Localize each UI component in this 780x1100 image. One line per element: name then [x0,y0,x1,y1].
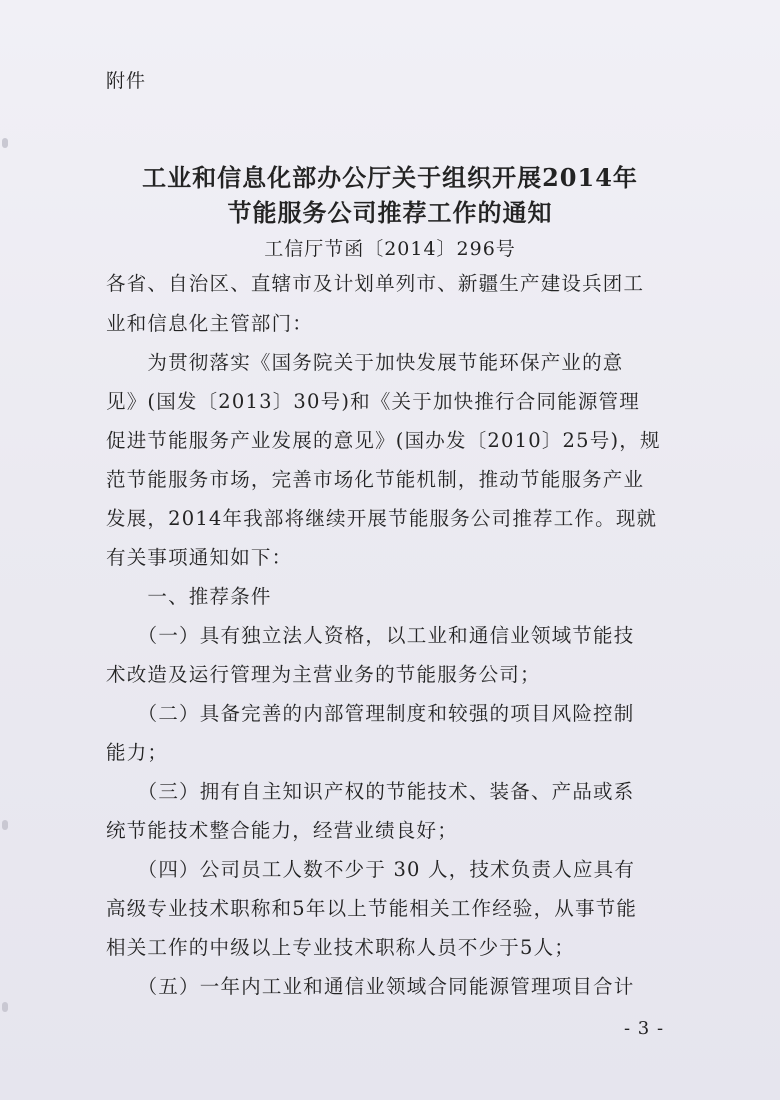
page-number: - 3 - [624,1018,665,1039]
body-line: 相关工作的中级以上专业技术职称人员不少于5人； [106,936,576,959]
body-line: 为贯彻落实《国务院关于加快发展节能环保产业的意 [106,351,624,374]
attachment-label: 附件 [106,70,147,92]
title-line-2: 节能服务公司推荐工作的通知 [227,198,553,227]
body-line: 能力； [106,741,169,764]
body-line: 高级专业技术职称和5年以上节能相关工作经验，从事节能 [106,897,638,920]
body-line: （一）具有独立法人资格，以工业和通信业领域节能技 [106,624,635,647]
body-line: （四）公司员工人数不少于 30 人，技术负责人应具有 [106,858,636,881]
body-line: 发展，2014年我部将继续开展节能服务公司推荐工作。现就 [106,507,658,530]
section-heading: 一、推荐条件 [106,585,272,608]
title-line-1: 工业和信息化部办公厅关于组织开展2014年 [142,163,638,192]
binding-hole [2,138,8,148]
body-line: 各省、自治区、直辖市及计划单列市、新疆生产建设兵团工 [106,272,645,295]
body-line: 统节能技术整合能力，经营业绩良好； [106,819,458,842]
body-line: 有关事项通知如下： [106,546,293,569]
body-line: 业和信息化主管部门： [106,312,314,335]
body-line: 见》(国发〔2013〕30号)和《关于加快推行合同能源管理 [106,390,640,413]
body-line: （二）具备完善的内部管理制度和较强的项目风险控制 [106,702,635,725]
body-line: 促进节能服务产业发展的意见》(国办发〔2010〕25号)，规 [106,429,661,452]
body-line: 范节能服务市场，完善市场化节能机制，推动节能服务产业 [106,468,645,491]
binding-hole [2,820,8,830]
document-number: 工信厅节函〔2014〕296号 [264,238,516,260]
body-line: （五）一年内工业和通信业领域合同能源管理项目合计 [106,975,635,998]
binding-hole [2,1002,8,1012]
body-line: （三）拥有自主知识产权的节能技术、装备、产品或系 [106,780,635,803]
body-line: 术改造及运行管理为主营业务的节能服务公司； [106,663,541,686]
